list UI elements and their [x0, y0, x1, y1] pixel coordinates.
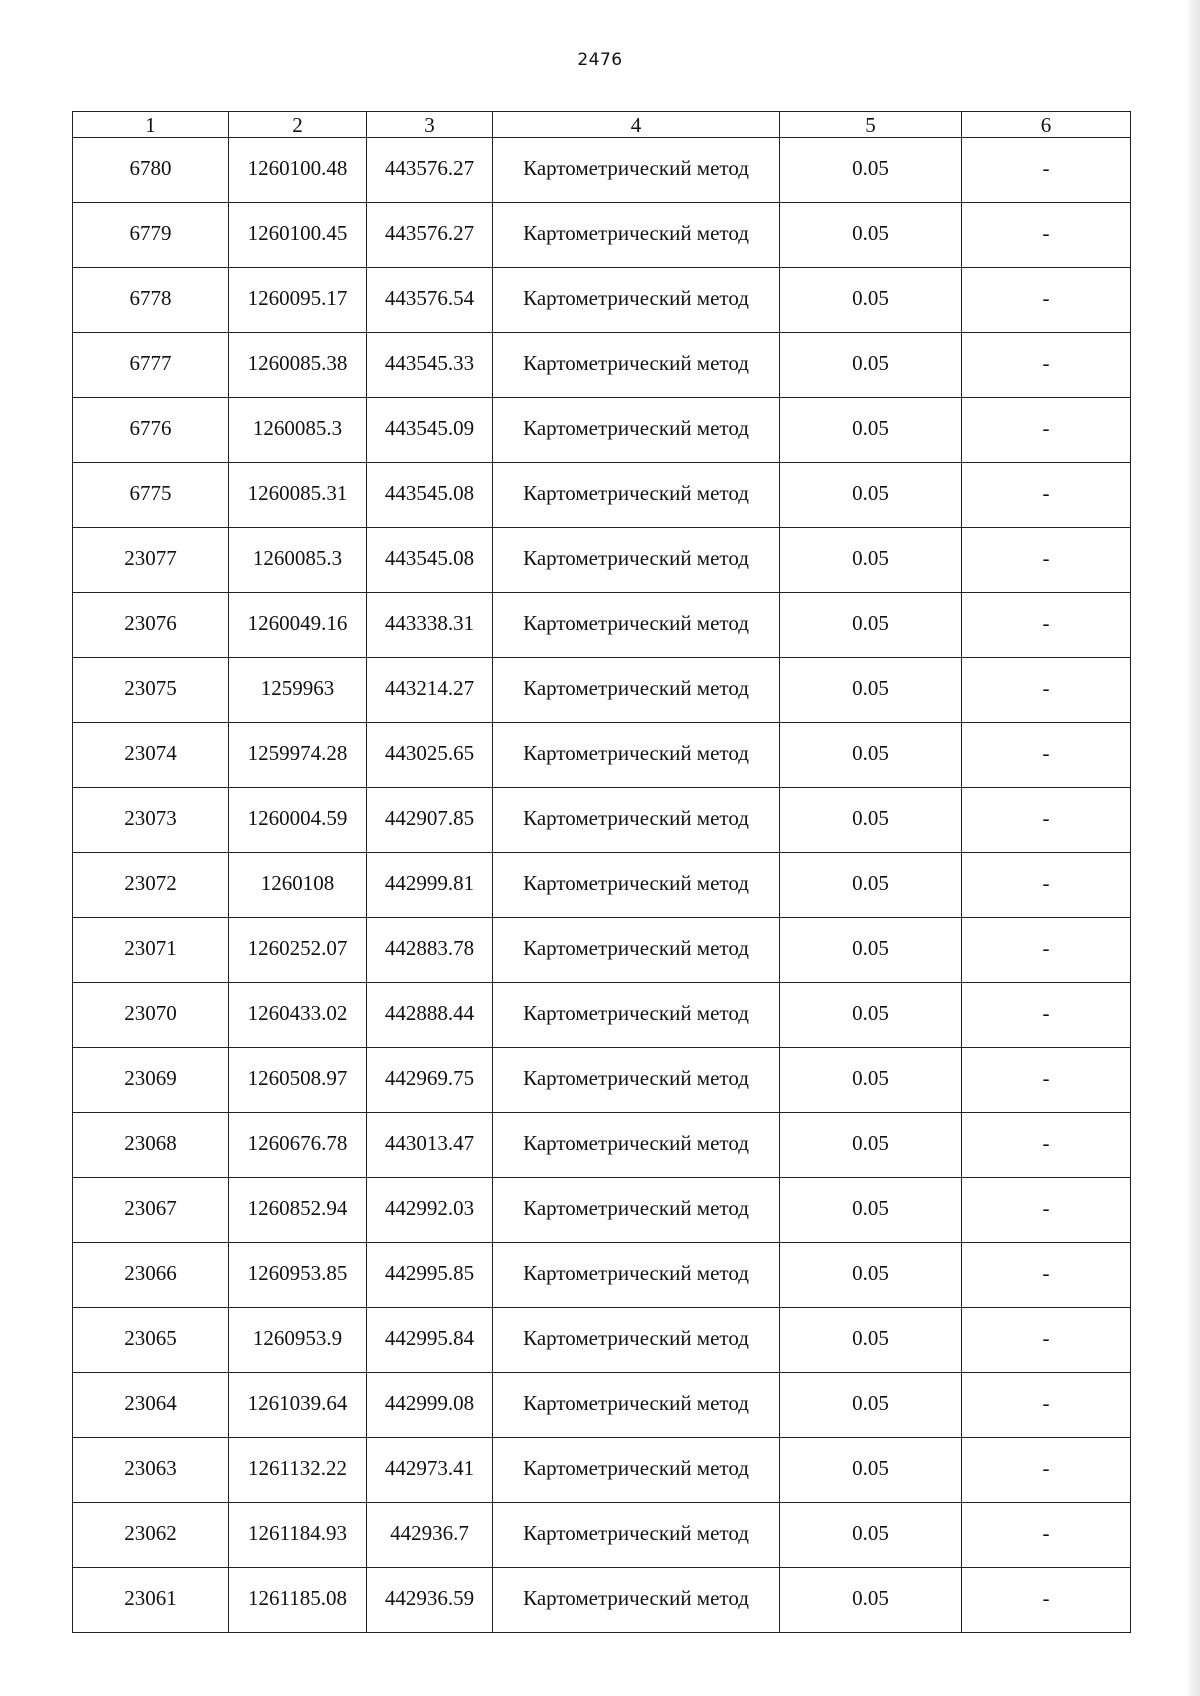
table-row: [73, 788, 1131, 853]
method-cell: Картометрический метод: [493, 723, 780, 788]
accuracy-cell: 0.05: [780, 593, 962, 658]
note-cell: -: [962, 1568, 1131, 1633]
table-row: [73, 658, 1131, 723]
accuracy-cell: 0.05: [780, 1243, 962, 1308]
point-number-cell: 23066: [73, 1243, 229, 1308]
point-number-cell: 6777: [73, 333, 229, 398]
accuracy-cell: 0.05: [780, 1113, 962, 1178]
method-cell: Картометрический метод: [493, 1568, 780, 1633]
method-cell: Картометрический метод: [493, 788, 780, 853]
note-cell: -: [962, 1503, 1131, 1568]
note-cell: -: [962, 203, 1131, 268]
accuracy-cell: 0.05: [780, 138, 962, 203]
table-row: [73, 593, 1131, 658]
y-coordinate-cell: 443545.08: [367, 463, 493, 528]
note-cell: -: [962, 1048, 1131, 1113]
x-coordinate-cell: 1260508.97: [229, 1048, 367, 1113]
y-coordinate-cell: 443576.27: [367, 203, 493, 268]
table-row: [73, 1373, 1131, 1438]
method-cell: Картометрический метод: [493, 1308, 780, 1373]
x-coordinate-cell: 1259963: [229, 658, 367, 723]
method-cell: Картометрический метод: [493, 203, 780, 268]
x-coordinate-cell: 1260085.3: [229, 398, 367, 463]
point-number-cell: 23073: [73, 788, 229, 853]
x-coordinate-cell: 1260252.07: [229, 918, 367, 983]
y-coordinate-cell: 442995.84: [367, 1308, 493, 1373]
x-coordinate-cell: 1260100.48: [229, 138, 367, 203]
x-coordinate-cell: 1261185.08: [229, 1568, 367, 1633]
method-cell: Картометрический метод: [493, 1048, 780, 1113]
table-row: [73, 203, 1131, 268]
table-row: [73, 723, 1131, 788]
accuracy-cell: 0.05: [780, 918, 962, 983]
note-cell: -: [962, 398, 1131, 463]
y-coordinate-cell: 443545.33: [367, 333, 493, 398]
table-row: [73, 918, 1131, 983]
method-cell: Картометрический метод: [493, 983, 780, 1048]
table-row: [73, 1568, 1131, 1633]
point-number-cell: 23065: [73, 1308, 229, 1373]
y-coordinate-cell: 442936.59: [367, 1568, 493, 1633]
method-cell: Картометрический метод: [493, 593, 780, 658]
note-cell: -: [962, 333, 1131, 398]
x-coordinate-cell: 1260100.45: [229, 203, 367, 268]
accuracy-cell: 0.05: [780, 983, 962, 1048]
table-row: [73, 268, 1131, 333]
x-coordinate-cell: 1261039.64: [229, 1373, 367, 1438]
scan-edge-shadow: [1186, 0, 1200, 1696]
method-cell: Картометрический метод: [493, 528, 780, 593]
table-row: [73, 138, 1131, 203]
header-row: [73, 112, 1131, 138]
y-coordinate-cell: 442969.75: [367, 1048, 493, 1113]
accuracy-cell: 0.05: [780, 268, 962, 333]
table-row: [73, 1243, 1131, 1308]
header-cell-4: 4: [493, 112, 780, 138]
accuracy-cell: 0.05: [780, 788, 962, 853]
method-cell: Картометрический метод: [493, 918, 780, 983]
y-coordinate-cell: 443576.54: [367, 268, 493, 333]
x-coordinate-cell: 1260676.78: [229, 1113, 367, 1178]
accuracy-cell: 0.05: [780, 658, 962, 723]
y-coordinate-cell: 443013.47: [367, 1113, 493, 1178]
y-coordinate-cell: 442973.41: [367, 1438, 493, 1503]
method-cell: Картометрический метод: [493, 1113, 780, 1178]
note-cell: -: [962, 268, 1131, 333]
point-number-cell: 23068: [73, 1113, 229, 1178]
x-coordinate-cell: 1260049.16: [229, 593, 367, 658]
x-coordinate-cell: 1260085.31: [229, 463, 367, 528]
x-coordinate-cell: 1260085.3: [229, 528, 367, 593]
y-coordinate-cell: 443025.65: [367, 723, 493, 788]
point-number-cell: 23062: [73, 1503, 229, 1568]
point-number-cell: 23074: [73, 723, 229, 788]
table-row: [73, 398, 1131, 463]
accuracy-cell: 0.05: [780, 398, 962, 463]
point-number-cell: 6780: [73, 138, 229, 203]
table-row: [73, 1438, 1131, 1503]
header-cell-5: 5: [780, 112, 962, 138]
table-row: [73, 983, 1131, 1048]
x-coordinate-cell: 1261132.22: [229, 1438, 367, 1503]
accuracy-cell: 0.05: [780, 853, 962, 918]
accuracy-cell: 0.05: [780, 1308, 962, 1373]
point-number-cell: 23076: [73, 593, 229, 658]
point-number-cell: 23077: [73, 528, 229, 593]
note-cell: -: [962, 983, 1131, 1048]
method-cell: Картометрический метод: [493, 1178, 780, 1243]
x-coordinate-cell: 1260108: [229, 853, 367, 918]
y-coordinate-cell: 443214.27: [367, 658, 493, 723]
x-coordinate-cell: 1261184.93: [229, 1503, 367, 1568]
x-coordinate-cell: 1260433.02: [229, 983, 367, 1048]
page-number: 2476: [577, 50, 623, 70]
x-coordinate-cell: 1260085.38: [229, 333, 367, 398]
point-number-cell: 23070: [73, 983, 229, 1048]
accuracy-cell: 0.05: [780, 1503, 962, 1568]
point-number-cell: 23067: [73, 1178, 229, 1243]
x-coordinate-cell: 1259974.28: [229, 723, 367, 788]
method-cell: Картометрический метод: [493, 1373, 780, 1438]
accuracy-cell: 0.05: [780, 1048, 962, 1113]
note-cell: -: [962, 1438, 1131, 1503]
x-coordinate-cell: 1260095.17: [229, 268, 367, 333]
header-cell-1: 1: [73, 112, 229, 138]
table-row: [73, 853, 1131, 918]
note-cell: -: [962, 1178, 1131, 1243]
accuracy-cell: 0.05: [780, 1438, 962, 1503]
note-cell: -: [962, 788, 1131, 853]
accuracy-cell: 0.05: [780, 463, 962, 528]
method-cell: Картометрический метод: [493, 138, 780, 203]
note-cell: -: [962, 463, 1131, 528]
method-cell: Картометрический метод: [493, 333, 780, 398]
table-row: [73, 1503, 1131, 1568]
table-row: [73, 528, 1131, 593]
header-cell-2: 2: [229, 112, 367, 138]
point-number-cell: 6779: [73, 203, 229, 268]
accuracy-cell: 0.05: [780, 1568, 962, 1633]
accuracy-cell: 0.05: [780, 1373, 962, 1438]
table-row: [73, 1178, 1131, 1243]
note-cell: -: [962, 138, 1131, 203]
table-row: [73, 1113, 1131, 1178]
point-number-cell: 23064: [73, 1373, 229, 1438]
x-coordinate-cell: 1260852.94: [229, 1178, 367, 1243]
y-coordinate-cell: 442992.03: [367, 1178, 493, 1243]
point-number-cell: 6776: [73, 398, 229, 463]
y-coordinate-cell: 442936.7: [367, 1503, 493, 1568]
point-number-cell: 23061: [73, 1568, 229, 1633]
method-cell: Картометрический метод: [493, 1243, 780, 1308]
y-coordinate-cell: 442883.78: [367, 918, 493, 983]
accuracy-cell: 0.05: [780, 528, 962, 593]
method-cell: Картометрический метод: [493, 1503, 780, 1568]
note-cell: -: [962, 1113, 1131, 1178]
y-coordinate-cell: 443338.31: [367, 593, 493, 658]
point-number-cell: 23071: [73, 918, 229, 983]
point-number-cell: 23063: [73, 1438, 229, 1503]
header-cell-6: 6: [962, 112, 1131, 138]
accuracy-cell: 0.05: [780, 723, 962, 788]
y-coordinate-cell: 443545.08: [367, 528, 493, 593]
table-body: [73, 138, 1131, 1633]
y-coordinate-cell: 442995.85: [367, 1243, 493, 1308]
method-cell: Картометрический метод: [493, 268, 780, 333]
note-cell: -: [962, 1243, 1131, 1308]
x-coordinate-cell: 1260004.59: [229, 788, 367, 853]
header-cell-3: 3: [367, 112, 493, 138]
note-cell: -: [962, 658, 1131, 723]
method-cell: Картометрический метод: [493, 463, 780, 528]
method-cell: Картометрический метод: [493, 853, 780, 918]
accuracy-cell: 0.05: [780, 333, 962, 398]
y-coordinate-cell: 442888.44: [367, 983, 493, 1048]
point-number-cell: 6775: [73, 463, 229, 528]
x-coordinate-cell: 1260953.9: [229, 1308, 367, 1373]
y-coordinate-cell: 443545.09: [367, 398, 493, 463]
y-coordinate-cell: 443576.27: [367, 138, 493, 203]
y-coordinate-cell: 442999.81: [367, 853, 493, 918]
note-cell: -: [962, 1373, 1131, 1438]
point-number-cell: 23072: [73, 853, 229, 918]
method-cell: Картометрический метод: [493, 1438, 780, 1503]
method-cell: Картометрический метод: [493, 658, 780, 723]
point-number-cell: 6778: [73, 268, 229, 333]
note-cell: -: [962, 918, 1131, 983]
coordinates-table: [72, 111, 1131, 1633]
point-number-cell: 23069: [73, 1048, 229, 1113]
note-cell: -: [962, 1308, 1131, 1373]
note-cell: -: [962, 723, 1131, 788]
table-row: [73, 1048, 1131, 1113]
table-row: [73, 333, 1131, 398]
method-cell: Картометрический метод: [493, 398, 780, 463]
note-cell: -: [962, 853, 1131, 918]
x-coordinate-cell: 1260953.85: [229, 1243, 367, 1308]
table-row: [73, 1308, 1131, 1373]
accuracy-cell: 0.05: [780, 203, 962, 268]
table-header: [73, 112, 1131, 138]
note-cell: -: [962, 593, 1131, 658]
y-coordinate-cell: 442999.08: [367, 1373, 493, 1438]
note-cell: -: [962, 528, 1131, 593]
table-row: [73, 463, 1131, 528]
point-number-cell: 23075: [73, 658, 229, 723]
y-coordinate-cell: 442907.85: [367, 788, 493, 853]
accuracy-cell: 0.05: [780, 1178, 962, 1243]
